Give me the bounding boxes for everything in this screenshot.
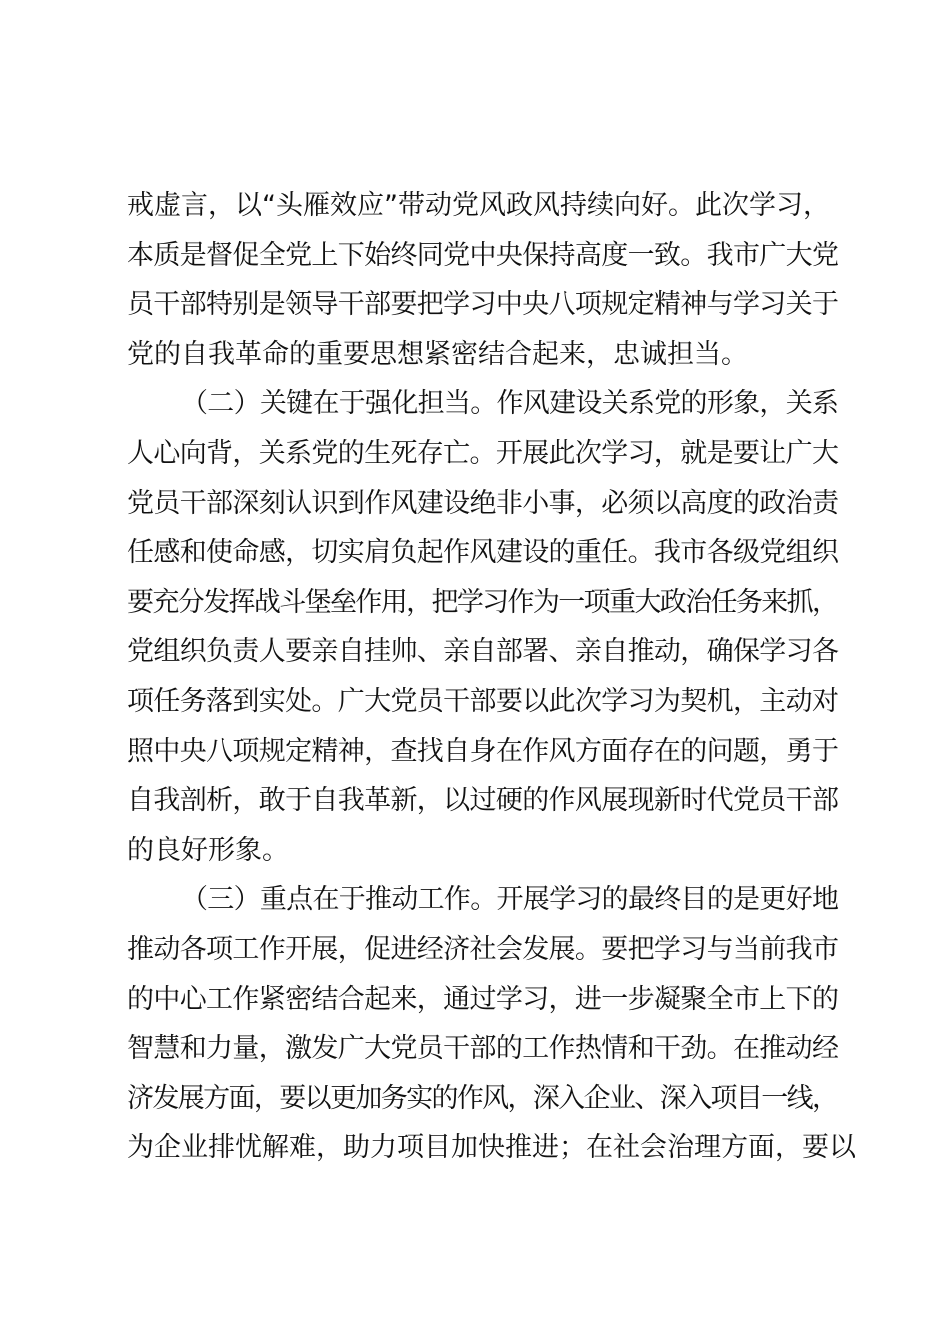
text-line: 的中心工作紧密结合起来，通过学习，进一步凝聚全市上下的	[127, 983, 839, 1015]
text-line: 党员干部深刻认识到作风建设绝非小事，必须以高度的政治责	[127, 487, 839, 519]
text-line: 戒虚言，以“头雁效应”带动党风政风持续向好。此次学习，	[127, 190, 830, 221]
text-line: 本质是督促全党上下始终同党中央保持高度一致。我市广大党	[127, 239, 839, 271]
text-line: 自我剖析，敢于自我革新，以过硬的作风展现新时代党员干部	[127, 785, 839, 817]
paragraph-first-line: （三）重点在于推动工作。开展学习的最终目的是更好地	[181, 884, 839, 916]
text-line: 任感和使命感，切实肩负起作风建设的重任。我市各级党组织	[127, 537, 839, 569]
text-line: 党组织负责人要亲自挂帅、亲自部署、亲自推动，确保学习各	[127, 636, 839, 668]
text-line: 要充分发挥战斗堡垒作用，把学习作为一项重大政治任务来抓，	[127, 586, 838, 618]
text-line: 为企业排忧解难，助力项目加快推进；在社会治理方面，要以	[127, 1132, 856, 1164]
text-line: 智慧和力量，激发广大党员干部的工作热情和干劲。在推动经	[127, 1033, 839, 1065]
text-line: 项任务落到实处。广大党员干部要以此次学习为契机，主动对	[127, 685, 839, 717]
text-line: 推动各项工作开展，促进经济社会发展。要把学习与当前我市	[127, 933, 839, 965]
document-body	[127, 181, 856, 1173]
text-line: 的良好形象。	[127, 834, 289, 866]
text-line: 照中央八项规定精神，查找自身在作风方面存在的问题，勇于	[127, 735, 839, 767]
text-line: 党的自我革命的重要思想紧密结合起来，忠诚担当。	[127, 338, 748, 370]
text-line: 员干部特别是领导干部要把学习中央八项规定精神与学习关于	[127, 289, 839, 321]
text-line: 人心向背，关系党的生死存亡。开展此次学习，就是要让广大	[127, 437, 839, 469]
text-line: 济发展方面，要以更加务实的作风，深入企业、深入项目一线，	[127, 1082, 838, 1114]
paragraph-first-line: （二）关键在于强化担当。作风建设关系党的形象，关系	[181, 388, 839, 420]
